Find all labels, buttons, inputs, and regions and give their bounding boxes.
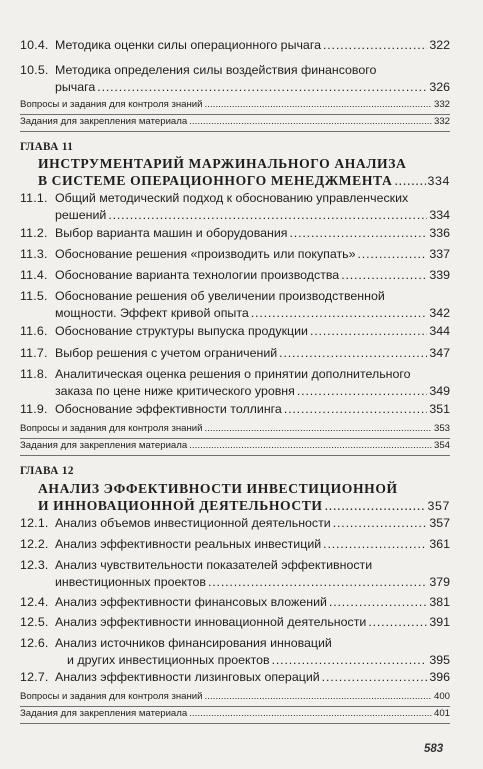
tasks-page: 332 (433, 116, 450, 127)
entry-number: 12.5. (20, 615, 49, 629)
entry-title: Обоснование эффективности толлинга (55, 402, 282, 416)
entry-page: 361 (429, 537, 450, 551)
entry-number: 11.1. (20, 191, 48, 205)
toc-entry-12-6[interactable] (0, 635, 483, 669)
chapter-page: 357 (427, 499, 450, 513)
entry-title-line-2: решений (55, 208, 107, 222)
entry-page: 349 (429, 384, 450, 398)
entry-page: 322 (429, 38, 450, 52)
entry-page: 379 (429, 575, 450, 589)
entry-title-line-1: Общий методический подход к обоснованию управленческих (55, 191, 409, 205)
entry-number: 11.3. (20, 247, 48, 261)
entry-page: 337 (429, 247, 450, 261)
entry-title-line-1: Анализ чувствительности показателей эффективности (55, 558, 373, 572)
entry-title: Методика оценки силы операционного рычага (55, 38, 321, 52)
entry-title: Анализ эффективности лизинговых операций (55, 670, 320, 684)
entry-number: 11.4. (20, 268, 48, 282)
questions-text: Вопросы и задания для контроля знаний (20, 423, 203, 434)
divider (20, 438, 450, 439)
tasks-text: Задания для закрепления материала (20, 116, 188, 127)
entry-title-line-2: и других инвестиционных проектов (67, 653, 270, 667)
questions-link-12[interactable] (20, 691, 450, 703)
toc-entry-11-6[interactable] (0, 323, 483, 340)
entry-number: 12.7. (20, 670, 49, 684)
toc-entry-12-5[interactable] (0, 614, 483, 631)
questions-text: Вопросы и задания для контроля знаний (20, 691, 203, 702)
divider (20, 706, 450, 707)
entry-page: 326 (429, 80, 450, 94)
divider (20, 131, 450, 132)
chapter-label-12: ГЛАВА 12 (20, 465, 74, 477)
toc-entry-10-5[interactable] (0, 62, 483, 96)
entry-number: 10.4. (20, 38, 49, 52)
questions-page: 353 (433, 423, 450, 434)
entry-number: 11.7. (20, 346, 48, 360)
chapter-label-11: ГЛАВА 11 (20, 141, 74, 153)
page-number: 583 (424, 743, 444, 755)
entry-page: 391 (429, 615, 450, 629)
tasks-link-12[interactable] (20, 708, 450, 720)
entry-page: 396 (429, 670, 450, 684)
questions-link-10[interactable] (20, 99, 450, 111)
entry-title-line-1: Аналитическая оценка решения о принятии дополнительного (55, 367, 411, 381)
entry-title-line-2: заказа по цене ниже критического уровня (55, 384, 295, 398)
entry-title: Анализ эффективности реальных инвестиций (55, 537, 322, 551)
entry-number: 12.1. (20, 516, 49, 530)
entry-title: Анализ эффективности финансовых вложений (55, 595, 327, 609)
entry-title-line-2: рычага (55, 80, 96, 94)
entry-title: Выбор решения с учетом ограничений (55, 346, 278, 360)
toc-entry-12-4[interactable] (0, 594, 483, 611)
entry-page: 344 (429, 324, 450, 338)
entry-page: 357 (429, 516, 450, 530)
entry-title-line-2: мощности. Эффект кривой опыта (55, 306, 249, 320)
toc-entry-11-3[interactable] (0, 246, 483, 263)
toc-entry-12-3[interactable] (0, 557, 483, 591)
entry-number: 11.6. (20, 324, 48, 338)
toc-entry-11-8[interactable] (0, 366, 483, 400)
chapter-title-line-1: АНАЛИЗ ЭФФЕКТИВНОСТИ ИНВЕСТИЦИОННОЙ (38, 481, 398, 496)
tasks-page: 401 (433, 708, 450, 719)
entry-number: 11.9. (20, 402, 48, 416)
entry-number: 12.4. (20, 595, 49, 609)
entry-title-line-1: Методика определения силы воздействия финансового (55, 63, 377, 77)
chapter-title-12[interactable] (38, 480, 450, 515)
divider (20, 723, 450, 724)
divider (20, 455, 450, 456)
entry-number: 12.6. (20, 636, 49, 650)
questions-page: 332 (433, 99, 450, 110)
entry-number: 12.2. (20, 537, 49, 551)
entry-number: 12.3. (20, 558, 49, 572)
entry-title: Выбор варианта машин и оборудования (55, 226, 288, 240)
chapter-title-11[interactable] (38, 155, 450, 190)
entry-title: Анализ объемов инвестиционной деятельности (55, 516, 331, 530)
entry-title-line-2: инвестиционных проектов (55, 575, 206, 589)
entry-page: 347 (429, 346, 450, 360)
entry-page: 339 (429, 268, 450, 282)
tasks-link-10[interactable] (20, 116, 450, 128)
chapter-title-line-2: В СИСТЕМЕ ОПЕРАЦИОННОГО МЕНЕДЖМЕНТА (38, 173, 393, 188)
entry-page: 351 (429, 402, 450, 416)
entry-number: 11.2. (20, 226, 48, 240)
entry-number: 11.8. (20, 367, 48, 381)
entry-page: 342 (429, 306, 450, 320)
entry-title: Обоснование структуры выпуска продукции (55, 324, 308, 338)
entry-number: 11.5. (20, 289, 48, 303)
toc-entry-12-2[interactable] (0, 536, 483, 553)
toc-entry-12-1[interactable] (0, 515, 483, 532)
chapter-title-line-2: И ИННОВАЦИОННОЙ ДЕЯТЕЛЬНОСТИ (38, 498, 323, 513)
entry-page: 336 (429, 226, 450, 240)
entry-page: 395 (429, 653, 450, 667)
tasks-link-11[interactable] (20, 440, 450, 452)
toc-entry-10-4[interactable] (0, 37, 483, 54)
entry-title: Обоснование варианта технологии производства (55, 268, 340, 282)
questions-page: 400 (433, 691, 450, 702)
questions-link-11[interactable] (20, 423, 450, 435)
toc-entry-11-4[interactable] (0, 267, 483, 284)
entry-title: Анализ эффективности инновационной деятельности (55, 615, 367, 629)
entry-number: 10.5. (20, 63, 49, 77)
toc-entry-11-1[interactable] (0, 190, 483, 224)
chapter-title-line-1: ИНСТРУМЕНТАРИЙ МАРЖИНАЛЬНОГО АНАЛИЗА (38, 156, 407, 171)
entry-title-line-1: Анализ источников финансирования инноваций (55, 636, 332, 650)
entry-title-line-1: Обоснование решения об увеличении производственной (55, 289, 385, 303)
tasks-page: 354 (433, 440, 450, 451)
toc-entry-11-2[interactable] (0, 225, 483, 242)
toc-entry-11-5[interactable] (0, 288, 483, 322)
toc-entry-11-7[interactable] (0, 345, 483, 362)
entry-title: Обоснование решения «производить или покупать» (55, 247, 356, 261)
divider (20, 114, 450, 115)
entry-page: 381 (429, 595, 450, 609)
questions-text: Вопросы и задания для контроля знаний (20, 99, 203, 110)
tasks-text: Задания для закрепления материала (20, 440, 188, 451)
entry-page: 334 (429, 208, 450, 222)
chapter-page: 334 (427, 174, 450, 188)
tasks-text: Задания для закрепления материала (20, 708, 188, 719)
toc-entry-11-9[interactable] (0, 401, 483, 418)
toc-entry-12-7[interactable] (0, 669, 483, 686)
